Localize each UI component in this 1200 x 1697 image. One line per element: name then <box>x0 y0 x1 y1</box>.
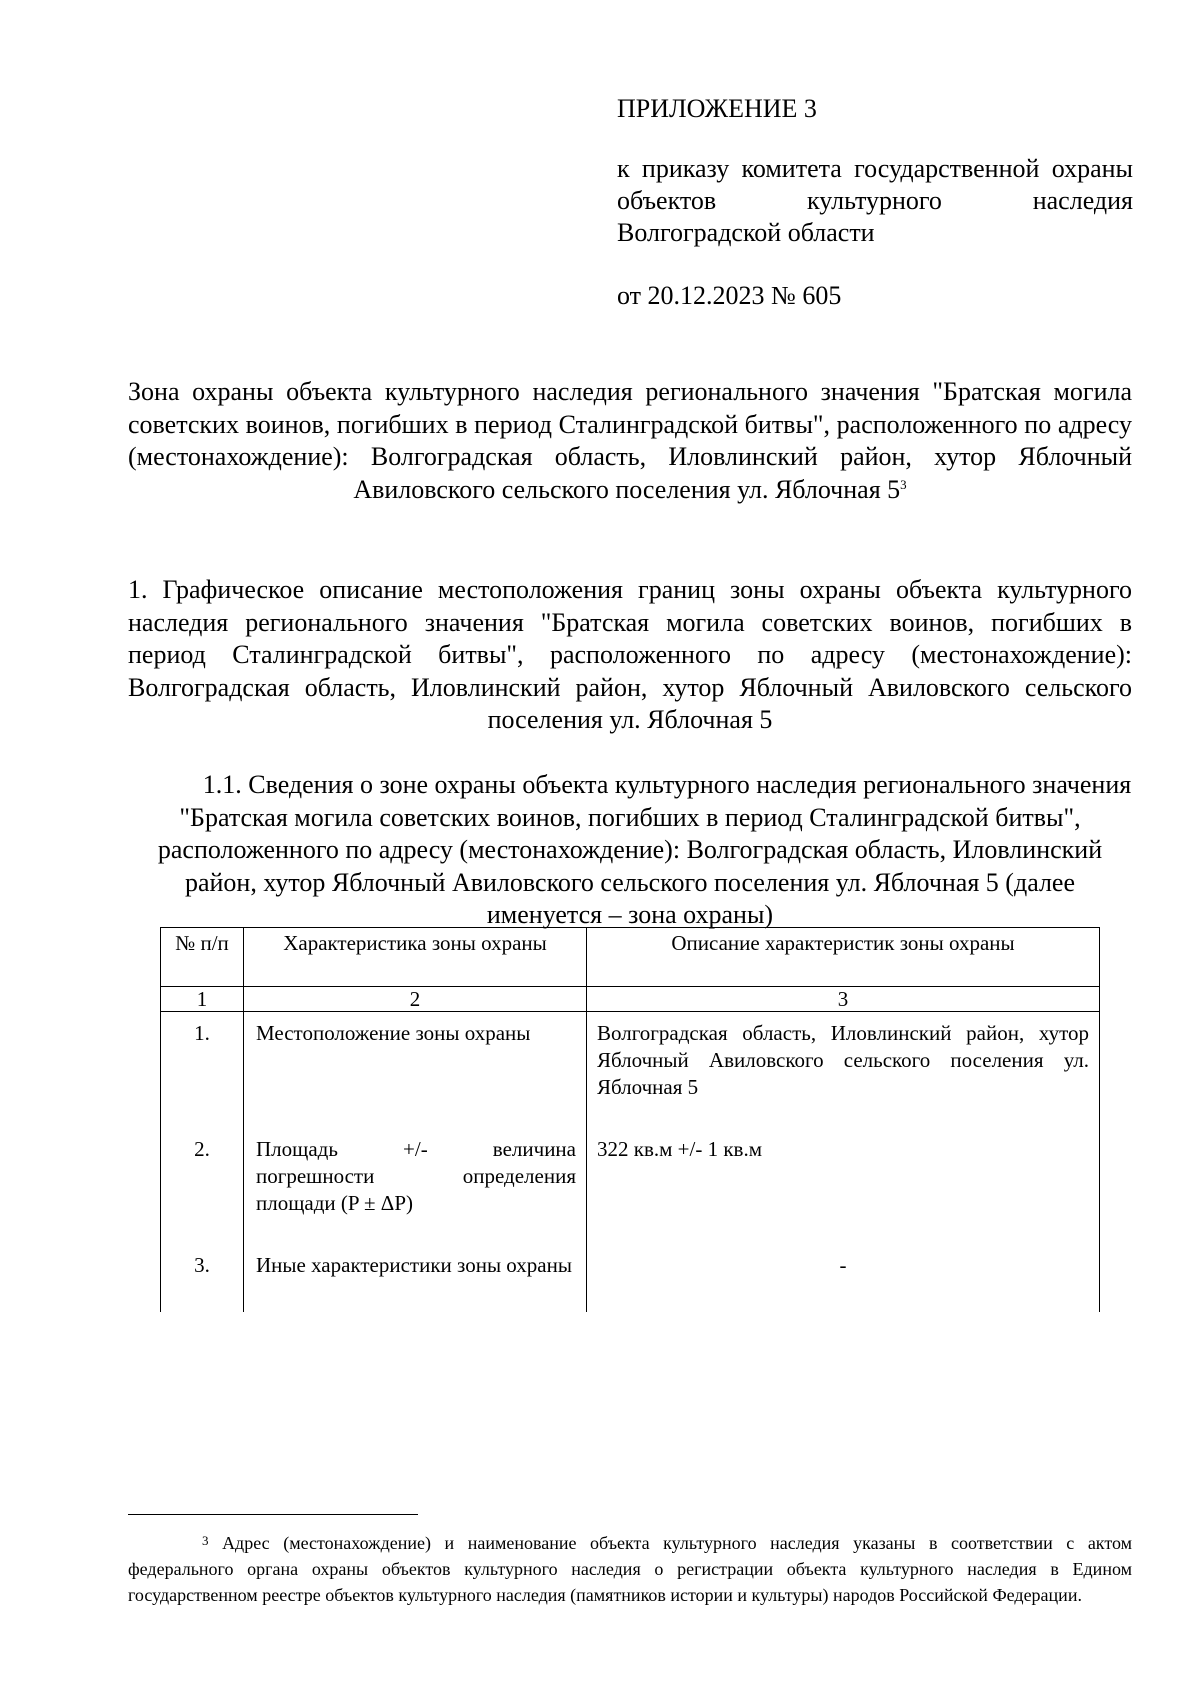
zone-characteristics-table <box>160 927 1100 1312</box>
footnote <box>128 1530 1132 1608</box>
header-number: № п/п <box>161 928 244 987</box>
section-1-heading: 1. Графическое описание местоположения границ зоны охраны объекта культурного наследия регионального значения "Братская могила советских воинов, погибших в период Сталинградской битвы", расположенного по адресу (местонахождение): Волгоградская область, Иловлинский район, хутор Яблочный Авиловского сельского поселения ул. Яблочная 5 <box>128 575 1132 734</box>
zone-title <box>128 376 1132 506</box>
row-number: 1. <box>161 1012 244 1129</box>
footnote-separator <box>128 1514 418 1515</box>
table-header-row <box>161 928 1100 987</box>
table-column-numbers-row <box>161 987 1100 1012</box>
zone-title-text: Зона охраны объекта культурного наследия регионального значения "Братская могила советских воинов, погибших в период Сталинградской битвы", расположенного по адресу (местонахождение): Волгоградская область, Иловлинский район, хутор Яблочный Авиловского сельского поселения ул. Яблочная 5 <box>128 377 1132 504</box>
table-row <box>161 1244 1100 1312</box>
footnote-text: Адрес (местонахождение) и наименование объекта культурного наследия указаны в соответствии с актом федерального органа охраны объектов культурного наследия о регистрации объекта культурного наследия в Едином государственном реестре объектов культурного наследия (памятников истории и культуры) народов Российской Федерации. <box>128 1533 1132 1605</box>
row-characteristic: Иные характеристики зоны охраны <box>244 1244 587 1312</box>
row-characteristic: Местоположение зоны охраны <box>244 1012 587 1129</box>
row-characteristic-cell <box>244 1128 587 1244</box>
row-characteristic: Площадь +/- величина погрешности определения площади <box>256 1137 576 1215</box>
column-number-2: 2 <box>244 987 587 1012</box>
row-number: 3. <box>161 1244 244 1312</box>
row-description: 322 кв.м +/- 1 кв.м <box>587 1128 1100 1244</box>
appendix-title: ПРИЛОЖЕНИЕ 3 <box>617 94 817 123</box>
table-row <box>161 1012 1100 1129</box>
row-description: Волгоградская область, Иловлинский район, хутор Яблочный Авиловского сельского поселения ул. Яблочная 5 <box>587 1012 1100 1129</box>
header-description: Описание характеристик зоны охраны <box>587 928 1100 987</box>
footnote-mark: 3 <box>202 1533 209 1548</box>
appendix-date-number: от 20.12.2023 № 605 <box>617 281 842 310</box>
appendix-order-reference: к приказу комитета государственной охраны объектов культурного наследия Волгоградской области <box>617 154 1133 247</box>
section-1-1-heading: 1.1. Сведения о зоне охраны объекта культурного наследия регионального значения "Братская могила советских воинов, погибших в период Сталинградской битвы", расположенного по адресу (местонахождение): Волгоградская область, Иловлинский район, хутор Яблочный Авиловского сельского поселения ул. Яблочная 5 (далее именуется – зона охраны) <box>157 770 1132 929</box>
table-row <box>161 1128 1100 1244</box>
footnote-reference[interactable]: 3 <box>900 476 907 492</box>
column-number-1: 1 <box>161 987 244 1012</box>
area-formula: (P ± ΔP) <box>340 1191 413 1215</box>
row-number: 2. <box>161 1128 244 1244</box>
column-number-3: 3 <box>587 987 1100 1012</box>
row-description: - <box>587 1244 1100 1312</box>
header-characteristic: Характеристика зоны охраны <box>244 928 587 987</box>
